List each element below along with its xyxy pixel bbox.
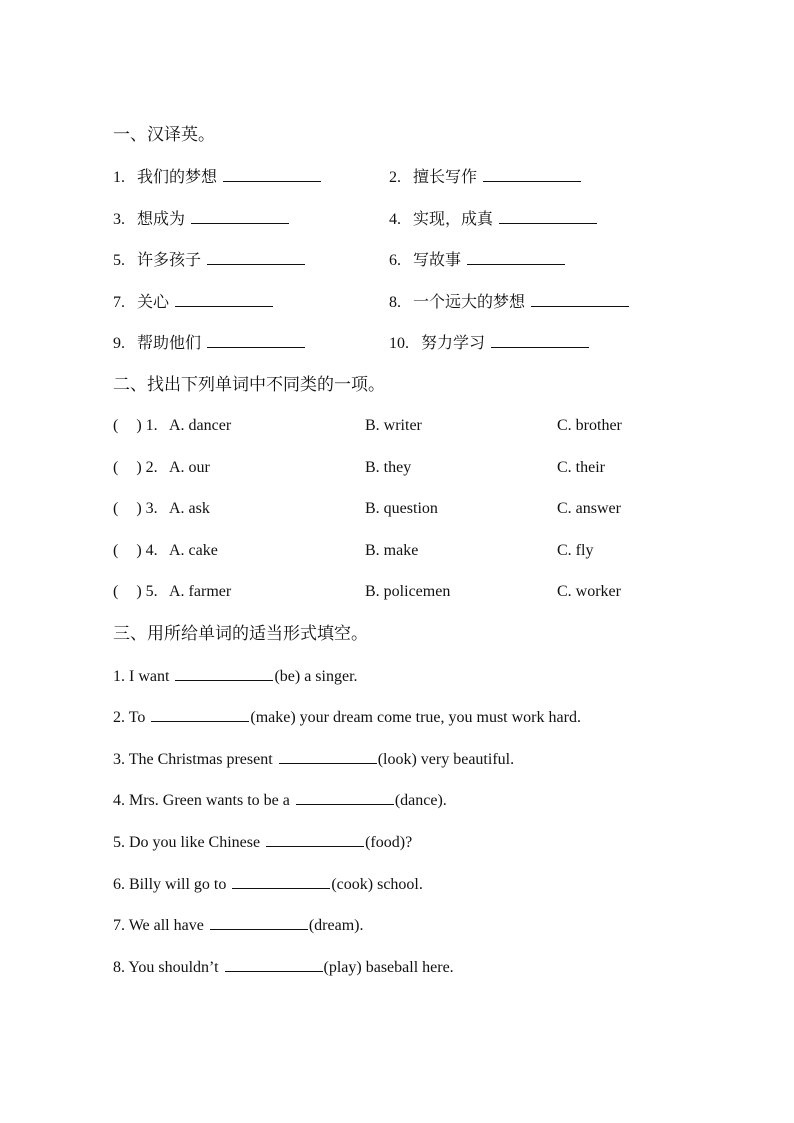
s1-item-1: 1. 我们的梦想: [113, 167, 321, 188]
option-c: C. brother: [557, 417, 622, 434]
option-c: C. their: [557, 459, 605, 476]
answer-bracket[interactable]: ( ) 5.: [113, 583, 158, 600]
answer-blank[interactable]: [175, 292, 273, 307]
s1-item-2: 2. 擅长写作: [389, 167, 581, 188]
section2-title: 二、找出下列单词中不同类的一项。: [113, 375, 385, 394]
answer-blank[interactable]: [266, 832, 364, 847]
s3-item-3: 3. The Christmas present (look) very beautiful.: [113, 751, 515, 768]
s1-item-8: 8. 一个远大的梦想: [389, 292, 629, 313]
answer-blank[interactable]: [491, 333, 589, 348]
answer-blank[interactable]: [207, 250, 305, 265]
answer-blank[interactable]: [225, 957, 323, 972]
s3-item-8: 8. You shouldn’t (play) baseball here.: [113, 959, 454, 976]
option-a: A. ask: [169, 500, 210, 517]
section1-title: 一、汉译英。: [113, 125, 215, 144]
answer-bracket[interactable]: ( ) 4.: [113, 542, 158, 559]
answer-bracket[interactable]: ( ) 2.: [113, 459, 158, 476]
answer-blank[interactable]: [232, 874, 330, 889]
option-b: B. writer: [365, 417, 422, 434]
option-c: C. fly: [557, 542, 594, 559]
option-c: C. worker: [557, 583, 621, 600]
answer-blank[interactable]: [499, 209, 597, 224]
answer-blank[interactable]: [531, 292, 629, 307]
section3-title: 三、用所给单词的适当形式填空。: [113, 624, 368, 643]
option-a: A. our: [169, 459, 210, 476]
s1-item-9: 9. 帮助他们: [113, 333, 305, 354]
s1-item-4: 4. 实现，成真: [389, 209, 597, 230]
option-a: A. farmer: [169, 583, 232, 600]
s1-item-10: 10. 努力学习: [389, 333, 589, 354]
s3-item-6: 6. Billy will go to (cook) school.: [113, 876, 423, 893]
answer-blank[interactable]: [223, 167, 321, 182]
answer-blank[interactable]: [279, 749, 377, 764]
s1-item-7: 7. 关心: [113, 292, 273, 313]
option-b: B. they: [365, 459, 412, 476]
s3-item-1: 1. I want (be) a singer.: [113, 668, 358, 685]
answer-bracket[interactable]: ( ) 1.: [113, 417, 158, 434]
s3-item-2: 2. To (make) your dream come true, you must work hard.: [113, 709, 581, 726]
s1-item-5: 5. 许多孩子: [113, 250, 305, 271]
answer-blank[interactable]: [210, 915, 308, 930]
answer-blank[interactable]: [175, 666, 273, 681]
answer-blank[interactable]: [467, 250, 565, 265]
answer-bracket[interactable]: ( ) 3.: [113, 500, 158, 517]
s3-item-7: 7. We all have (dream).: [113, 917, 364, 934]
s3-item-5: 5. Do you like Chinese (food)?: [113, 834, 413, 851]
answer-blank[interactable]: [191, 209, 289, 224]
option-b: B. make: [365, 542, 419, 559]
answer-blank[interactable]: [207, 333, 305, 348]
option-a: A. dancer: [169, 417, 232, 434]
s3-item-4: 4. Mrs. Green wants to be a (dance).: [113, 792, 447, 809]
option-b: B. question: [365, 500, 438, 517]
answer-blank[interactable]: [151, 707, 249, 722]
s1-item-3: 3. 想成为: [113, 209, 289, 230]
option-b: B. policemen: [365, 583, 451, 600]
s1-item-6: 6. 写故事: [389, 250, 565, 271]
option-a: A. cake: [169, 542, 218, 559]
option-c: C. answer: [557, 500, 621, 517]
answer-blank[interactable]: [483, 167, 581, 182]
answer-blank[interactable]: [296, 790, 394, 805]
